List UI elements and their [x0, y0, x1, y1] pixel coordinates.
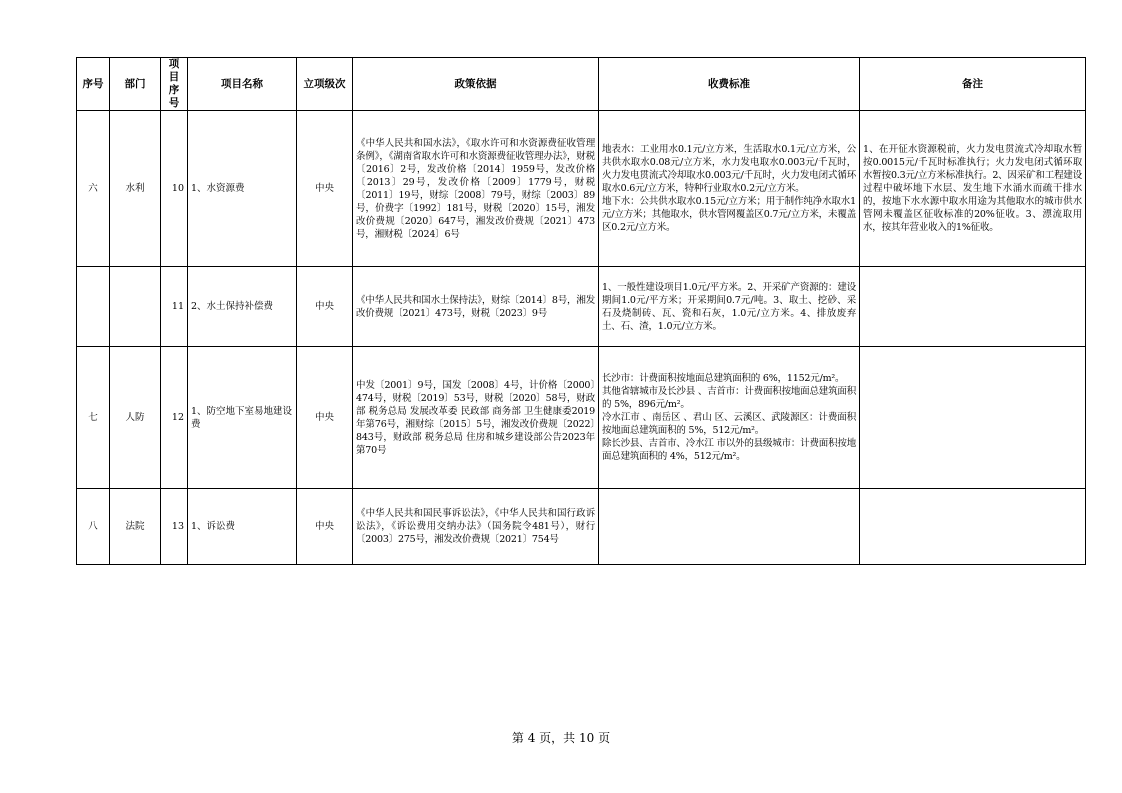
cell-standard: [599, 489, 860, 565]
cell-standard: 地表水：工业用水0.1元/立方米，生活取水0.1元/立方米，公共供水取水0.08元/立方米，水力发电取水0.003元/千瓦时，火力发电贯流式冷却取水0.003元/千瓦时，火力发电闭式循环取水0.6元/立方米，特种行业取水0.2元/立方米。 地下水：公共供水取水0.15元/立方米；用于制作纯净水取水1元/立方米；其他取水，供水管网覆盖区0.7元/立方米，未覆盖区0.2元/立方米。: [599, 111, 860, 267]
cell-item-seq: 12: [161, 347, 188, 489]
cell-dept: 水利: [110, 111, 161, 267]
table-row: [77, 267, 1086, 347]
header-row: [77, 58, 1086, 111]
cell-dept: 法院: [110, 489, 161, 565]
header-standard: 收费标准: [599, 58, 860, 111]
cell-remark: [860, 267, 1086, 347]
cell-level: 中央: [297, 111, 353, 267]
header-remark: 备注: [860, 58, 1086, 111]
header-item-seq: 项目序号: [161, 58, 188, 111]
table-row: [77, 111, 1086, 267]
page-number-footer: 第 4 页，共 10 页: [511, 731, 611, 745]
cell-level: 中央: [297, 347, 353, 489]
header-item-name: 项目名称: [188, 58, 297, 111]
cell-dept: 人防: [110, 347, 161, 489]
header-seq: 序号: [77, 58, 110, 111]
cell-level: 中央: [297, 267, 353, 347]
cell-policy: 中发〔2001〕9号，国发〔2008〕4号，计价格〔2000〕474号，财税〔2019〕53号，财税〔2020〕58号，财政部 税务总局 发展改革委 民政部 商务部 卫生健康委2019年第76号，湘财综〔2015〕5号，湘发改价费规〔2022〕843号，财政部 税务总局 住房和城乡建设部公告2023年第70号: [353, 347, 599, 489]
cell-item-seq: 10: [161, 111, 188, 267]
cell-item-name: 2、水土保持补偿费: [188, 267, 297, 347]
cell-seq: 七: [77, 347, 110, 489]
header-dept: 部门: [110, 58, 161, 111]
cell-remark: [860, 347, 1086, 489]
cell-dept: [110, 267, 161, 347]
cell-policy: 《中华人民共和国民事诉讼法》，《中华人民共和国行政诉讼法》，《诉讼费用交纳办法》（国务院令481号），财行〔2003〕275号，湘发改价费规〔2021〕754号: [353, 489, 599, 565]
cell-policy: 《中华人民共和国水法》，《取水许可和水资源费征收管理条例》，《湖南省取水许可和水资源费征收管理办法》，财税〔2016〕2号，发改价格〔2014〕1959号，发改价格〔2013〕29号，发改价格〔2009〕1779号，财税〔2011〕19号，财综〔2008〕79号，财综〔2003〕89号，价费字〔1992〕181号，财税〔2020〕15号，湘发改价费规〔2020〕647号，湘发改价费规〔2021〕473号，湘财税〔2024〕6号: [353, 111, 599, 267]
cell-item-name: 1、诉讼费: [188, 489, 297, 565]
cell-standard: 1、一般性建设项目1.0元/平方米。2、开采矿产资源的：建设期间1.0元/平方米；开采期间0.7元/吨。3、取土、挖砂、采石及烧制砖、瓦、瓷和石灰，1.0元/立方米。4、排放废弃土、石、渣，1.0元/立方米。: [599, 267, 860, 347]
cell-seq: 八: [77, 489, 110, 565]
cell-policy: 《中华人民共和国水土保持法》，财综〔2014〕8号，湘发改价费规〔2021〕473号，财税〔2023〕9号: [353, 267, 599, 347]
cell-remark: [860, 489, 1086, 565]
cell-item-name: 1、水资源费: [188, 111, 297, 267]
header-policy: 政策依据: [353, 58, 599, 111]
table-row: [77, 347, 1086, 489]
table-row: [77, 489, 1086, 565]
cell-item-seq: 13: [161, 489, 188, 565]
cell-item-name: 1、防空地下室易地建设费: [188, 347, 297, 489]
cell-seq: [77, 267, 110, 347]
header-level: 立项级次: [297, 58, 353, 111]
cell-standard: 长沙市：计费面积按地面总建筑面积的 6%，1152元/m²。 其他省辖城市及长沙县 、吉首市：计费面积按地面总建筑面积的 5%，896元/m²。 冷水江市 、南岳区 、君山 区、云溪区、武陵源区：计费面积按地面总建筑面积的 5%，512元/m²。 除长沙县、吉首市、冷水江 市以外的县级城市：计费面积按地面总建筑面积的 4%，512元/m²。: [599, 347, 860, 489]
cell-seq: 六: [77, 111, 110, 267]
cell-item-seq: 11: [161, 267, 188, 347]
cell-level: 中央: [297, 489, 353, 565]
fee-table: [76, 57, 1086, 565]
cell-remark: 1、在开征水资源税前，火力发电贯流式冷却取水暂按0.0015元/千瓦时标准执行；火力发电闭式循环取水暂按0.3元/立方米标准执行。2、因采矿和工程建设过程中破坏地下水层、发生地下水涌水而疏干排水的，按地下水水源中取水用途为其他取水的城市供水管网未覆盖区征收标准的20%征收。3、漂流取用水，按其年营业收入的1%征收。: [860, 111, 1086, 267]
